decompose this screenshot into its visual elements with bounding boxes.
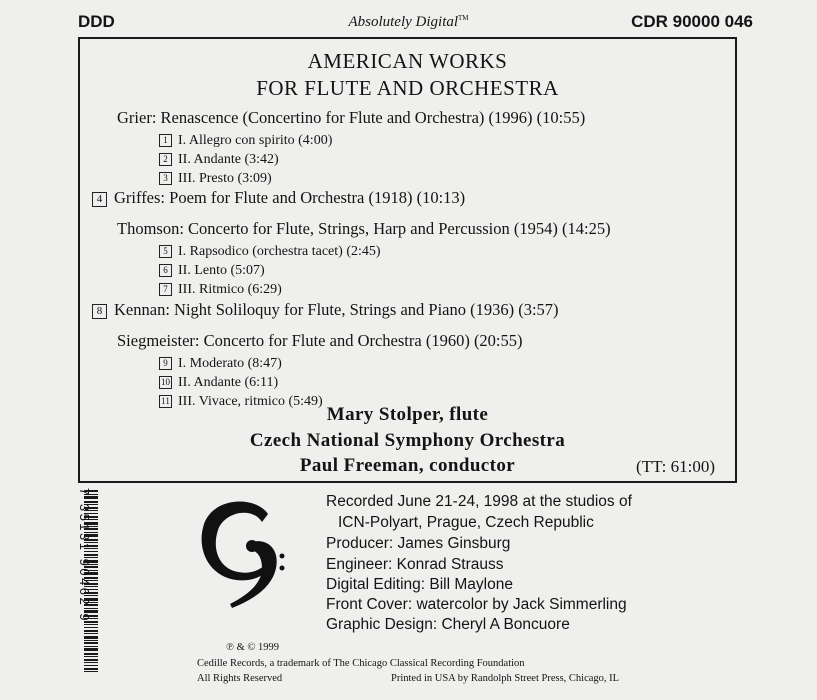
recorded-line2: ICN-Polyart, Prague, Czech Republic (338, 514, 594, 531)
track-number-box: 8 (92, 304, 107, 319)
work-kennan-title: Kennan: Night Soliloquy for Flute, Strings and Piano (1936) (3:57) (114, 300, 559, 319)
movement-text: I. Allegro con spirito (4:00) (178, 133, 333, 148)
movement-text: III. Ritmico (6:29) (178, 282, 282, 297)
cedille-logo-icon (190, 492, 290, 622)
producer-credit: Producer: James Ginsburg (326, 535, 511, 552)
cover-credit: Front Cover: watercolor by Jack Simmerling (326, 596, 627, 613)
work-thomson-title: Thomson: Concerto for Flute, Strings, Harp and Percussion (1954) (14:25) (117, 219, 611, 238)
design-credit: Graphic Design: Cheryl A Boncuore (326, 616, 570, 633)
movement-text: I. Rapsodico (orchestra tacet) (2:45) (178, 244, 381, 259)
work-grier-title: Grier: Renascence (Concertino for Flute and Orchestra) (1996) (10:55) (117, 108, 586, 127)
track-list-item (159, 171, 272, 187)
track-number-box: 5 (159, 245, 172, 258)
track-number-box: 1 (159, 134, 172, 147)
movement-text: III. Presto (3:09) (178, 171, 272, 186)
recorded-line1: Recorded June 21-24, 1998 at the studios of (326, 493, 632, 510)
engineer-credit: Engineer: Konrad Strauss (326, 556, 504, 573)
work-siegmeister-title: Siegmeister: Concerto for Flute and Orchestra (1960) (20:55) (117, 331, 523, 350)
printed-line: Printed in USA by Randolph Street Press, Chicago, IL (391, 673, 620, 684)
track-list-item (159, 356, 282, 372)
program-frame (78, 37, 737, 483)
track-number-box: 2 (159, 153, 172, 166)
track-number-box: 10 (161, 377, 170, 388)
work-griffes (92, 188, 465, 208)
total-time: (TT: 61:00) (636, 457, 715, 476)
track-list-item (159, 152, 279, 168)
album-title-line1: AMERICAN WORKS (307, 49, 508, 73)
brand-name: Absolutely Digital (348, 14, 459, 30)
conductor-credit: Paul Freeman, conductor (299, 455, 516, 476)
rights-line: All Rights Reserved (197, 673, 283, 684)
format-code: DDD (78, 12, 115, 31)
work-kennan (92, 300, 559, 320)
orchestra-credit: Czech National Symphony Orchestra (249, 430, 566, 451)
track-list-item (159, 244, 381, 260)
soloist-credit: Mary Stolper, flute (326, 404, 489, 425)
movement-text: II. Lento (5:07) (178, 263, 265, 278)
trademark-mark: TM (458, 14, 469, 22)
movement-text: II. Andante (6:11) (178, 375, 279, 390)
track-number-box: 9 (159, 357, 172, 370)
track-list-item (159, 263, 265, 279)
movement-text: I. Moderato (8:47) (178, 356, 282, 371)
track-list-item (159, 133, 332, 149)
movement-text: II. Andante (3:42) (178, 152, 279, 167)
editing-credit: Digital Editing: Bill Maylone (326, 576, 513, 593)
work-griffes-title: Griffes: Poem for Flute and Orchestra (1918) (10:13) (114, 188, 466, 207)
track-number-box: 4 (92, 192, 107, 207)
track-list-item (159, 375, 278, 391)
catalog-number: CDR 90000 046 (631, 12, 753, 31)
header-bar (0, 12, 817, 38)
track-number-box: 6 (159, 264, 172, 277)
track-number-box: 11 (159, 395, 172, 408)
trademark-line: Cedille Records, a trademark of The Chicago Classical Recording Foundation (197, 658, 525, 669)
album-title-line2: FOR FLUTE AND ORCHESTRA (256, 76, 559, 100)
track-number-box: 7 (159, 283, 172, 296)
barcode-number: 7 35131 90462 9 (77, 488, 92, 624)
track-number-box: 3 (159, 172, 172, 185)
track-list-item (159, 282, 282, 298)
movement-text: III. Vivace, ritmico (5:49) (178, 394, 323, 409)
copyright-line: ℗ & © 1999 (226, 642, 279, 653)
